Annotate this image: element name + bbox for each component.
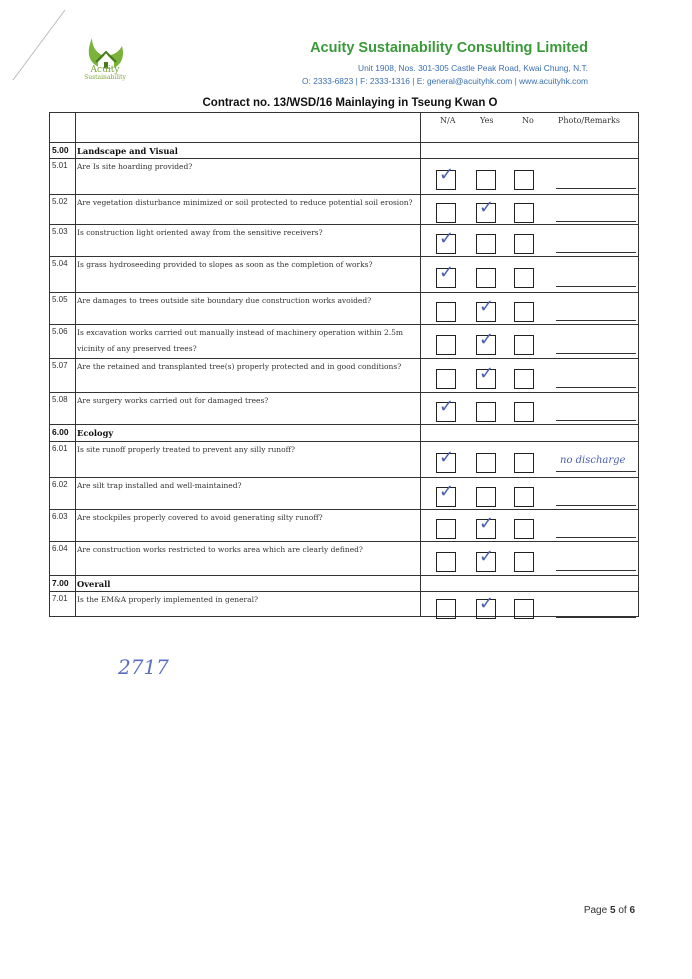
section-number: 7.00 — [52, 578, 69, 588]
question-text: Is the EM&A properly implemented in general? — [77, 595, 259, 604]
item-number: 5.04 — [52, 259, 68, 268]
checkbox-na[interactable] — [436, 519, 456, 539]
question-text: Is grass hydroseeding provided to slopes as soon as the completion of works? — [77, 260, 373, 269]
section-title: Landscape and Visual — [77, 146, 178, 156]
question-text: Are damages to trees outside site boundary due construction works avoided? — [77, 296, 372, 305]
check-mark-icon: ✓ — [439, 481, 455, 502]
page-current: 5 — [609, 905, 616, 916]
check-mark-icon: ✓ — [479, 296, 495, 317]
item-number: 6.04 — [52, 544, 68, 553]
company-address: Unit 1908, Nos. 301-305 Castle Peak Road, Kwai Chung, N.T. — [358, 63, 588, 73]
item-number: 5.01 — [52, 161, 68, 170]
checkbox-no[interactable] — [514, 203, 534, 223]
remarks-line[interactable] — [556, 505, 636, 506]
logo-text — [80, 66, 130, 82]
checkbox-na[interactable] — [436, 335, 456, 355]
item-number: 5.07 — [52, 361, 68, 370]
remarks-line[interactable] — [556, 188, 636, 189]
item-number: 5.05 — [52, 295, 68, 304]
checkbox-yes[interactable] — [476, 170, 496, 190]
contract-title: Contract no. 13/WSD/16 Mainlaying in Tseung Kwan O — [202, 97, 498, 109]
item-number: 5.06 — [52, 327, 68, 336]
checkbox-na[interactable] — [436, 599, 456, 619]
checkbox-no[interactable] — [514, 335, 534, 355]
question-text: Are vegetation disturbance minimized or soil protected to reduce potential soil erosion? — [77, 198, 413, 207]
corner-mark — [5, 8, 75, 88]
question-text: Is construction light oriented away from the sensitive receivers? — [77, 228, 323, 237]
checkbox-yes[interactable] — [476, 453, 496, 473]
remarks-line[interactable] — [556, 471, 636, 472]
section-number: 5.00 — [52, 145, 69, 155]
checkbox-no[interactable] — [514, 453, 534, 473]
item-number: 6.01 — [52, 444, 68, 453]
checkbox-no[interactable] — [514, 369, 534, 389]
page-number — [560, 905, 635, 916]
handwritten-note: 2717 — [118, 655, 169, 679]
remarks-line[interactable] — [556, 286, 636, 287]
question-text: Are surgery works carried out for damaged trees? — [77, 396, 269, 405]
check-mark-icon: ✓ — [479, 197, 495, 218]
checkbox-no[interactable] — [514, 552, 534, 572]
item-number: 7.01 — [52, 594, 68, 603]
checkbox-no[interactable] — [514, 302, 534, 322]
remarks-line[interactable] — [556, 537, 636, 538]
item-number: 6.03 — [52, 512, 68, 521]
check-mark-icon: ✓ — [439, 447, 455, 468]
company-address-block — [250, 62, 588, 88]
item-number: 5.02 — [52, 197, 68, 206]
checkbox-na[interactable] — [436, 302, 456, 322]
section-title: Overall — [77, 579, 111, 589]
item-number: 5.08 — [52, 395, 68, 404]
section-number: 6.00 — [52, 427, 69, 437]
checkbox-no[interactable] — [514, 599, 534, 619]
header-remarks: Photo/Remarks — [558, 116, 620, 125]
checkbox-yes[interactable] — [476, 268, 496, 288]
remarks-line[interactable] — [556, 252, 636, 253]
check-mark-icon: ✓ — [479, 513, 495, 534]
question-text: Are construction works restricted to works area which are clearly defined? — [77, 545, 363, 554]
header-na: N/A — [440, 116, 456, 125]
checkbox-no[interactable] — [514, 170, 534, 190]
checkbox-no[interactable] — [514, 402, 534, 422]
check-mark-icon: ✓ — [479, 546, 495, 567]
checkbox-yes[interactable] — [476, 487, 496, 507]
remarks-line[interactable] — [556, 420, 636, 421]
check-mark-icon: ✓ — [479, 363, 495, 384]
check-mark-icon: ✓ — [439, 396, 455, 417]
question-text: Are Is site hoarding provided? — [77, 162, 193, 171]
logo-subtitle: Sustainability — [84, 74, 126, 82]
check-mark-icon: ✓ — [439, 262, 455, 283]
page-prefix: Page — [583, 905, 608, 916]
question-text: Are stockpiles properly covered to avoid generating silty runoff? — [77, 513, 323, 522]
section-title: Ecology — [77, 428, 114, 438]
header-no: No — [522, 116, 534, 125]
check-mark-icon: ✓ — [439, 228, 455, 249]
checkbox-no[interactable] — [514, 487, 534, 507]
checkbox-no[interactable] — [514, 519, 534, 539]
company-contact: O: 2333-6823 | F: 2333-1316 | E: general@acuityhk.com | www.acuityhk.com — [302, 76, 588, 86]
checkbox-no[interactable] — [514, 234, 534, 254]
handwritten-remark: no discharge — [560, 455, 626, 466]
item-number: 6.02 — [52, 480, 68, 489]
question-text: Is excavation works carried out manually instead of machinery operation within 2.5m vicinity of any preserved trees? — [77, 328, 404, 353]
item-number: 5.03 — [52, 227, 68, 236]
checkbox-na[interactable] — [436, 369, 456, 389]
remarks-line[interactable] — [556, 320, 636, 321]
remarks-line[interactable] — [556, 570, 636, 571]
checkbox-yes[interactable] — [476, 402, 496, 422]
company-name: Acuity Sustainability Consulting Limited — [310, 40, 588, 56]
page-total: 6 — [629, 905, 635, 916]
header-yes: Yes — [480, 116, 494, 125]
remarks-line[interactable] — [556, 387, 636, 388]
remarks-line[interactable] — [556, 221, 636, 222]
checkbox-na[interactable] — [436, 552, 456, 572]
check-mark-icon: ✓ — [439, 164, 455, 185]
question-text: Are the retained and transplanted tree(s) properly protected and in good conditions? — [77, 362, 402, 371]
checkbox-na[interactable] — [436, 203, 456, 223]
checkbox-no[interactable] — [514, 268, 534, 288]
check-mark-icon: ✓ — [479, 593, 495, 614]
remarks-line[interactable] — [556, 353, 636, 354]
question-text: Is site runoff properly treated to prevent any silly runoff? — [77, 445, 295, 454]
question-text: Are silt trap installed and well-maintained? — [77, 481, 242, 490]
page-of: of — [618, 905, 627, 916]
check-mark-icon: ✓ — [479, 329, 495, 350]
remarks-line[interactable] — [556, 617, 636, 618]
logo-name: Acuity — [90, 65, 120, 75]
checkbox-yes[interactable] — [476, 234, 496, 254]
checklist-table — [49, 112, 639, 617]
